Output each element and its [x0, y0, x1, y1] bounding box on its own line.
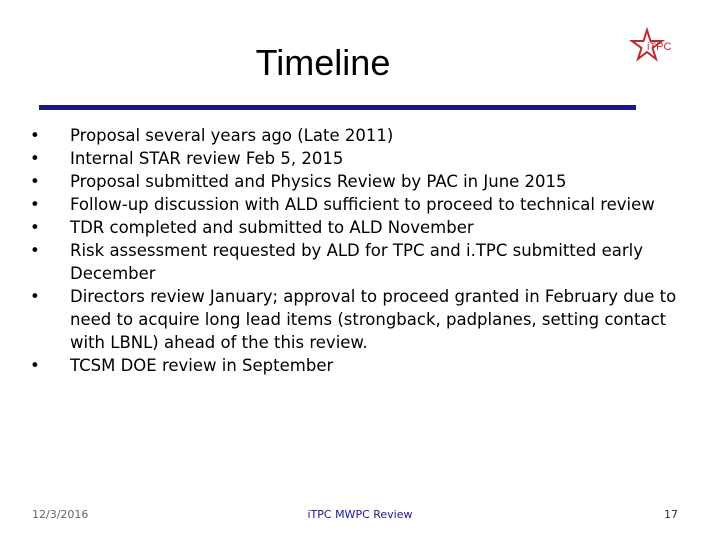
bullet-list	[28, 124, 688, 377]
bullet-marker: •	[30, 218, 40, 237]
bullet-item	[28, 170, 688, 193]
title-underline	[39, 105, 636, 110]
bullet-item	[28, 124, 688, 147]
bullet-text: Internal STAR review Feb 5, 2015	[70, 149, 344, 168]
footer-date: 12/3/2016	[32, 508, 89, 521]
bullet-text: Risk assessment requested by ALD for TPC and i.TPC submitted early December	[70, 241, 644, 283]
bullet-text: Proposal submitted and Physics Review by PAC in June 2015	[70, 172, 567, 191]
bullet-marker: •	[30, 356, 40, 375]
bullet-text: Follow-up discussion with ALD sufficient to proceed to technical review	[70, 195, 655, 214]
page-number: 17	[664, 508, 678, 521]
bullet-marker: •	[30, 126, 40, 145]
bullet-text: Proposal several years ago (Late 2011)	[70, 126, 394, 145]
bullet-item	[28, 239, 688, 285]
bullet-text: TDR completed and submitted to ALD November	[70, 218, 474, 237]
bullet-text: TCSM DOE review in September	[70, 356, 334, 375]
bullet-marker: •	[30, 149, 40, 168]
footer-title: iTPC MWPC Review	[307, 508, 413, 521]
star-logo-icon	[628, 22, 680, 66]
bullet-marker: •	[30, 195, 40, 214]
logo-text: iTPC	[647, 41, 672, 53]
bullet-marker: •	[30, 172, 40, 191]
bullet-item	[28, 285, 688, 354]
bullet-text: Directors review January; approval to proceed granted in February due to need to acquire long lead items (strongback, padplanes, setting contact with LBNL) ahead of the this review.	[70, 287, 677, 352]
bullet-item	[28, 147, 688, 170]
bullet-marker: •	[30, 287, 40, 306]
slide-title: Timeline	[255, 42, 391, 83]
bullet-marker: •	[30, 241, 40, 260]
bullet-item	[28, 193, 688, 216]
bullet-item	[28, 354, 688, 377]
bullet-item	[28, 216, 688, 239]
